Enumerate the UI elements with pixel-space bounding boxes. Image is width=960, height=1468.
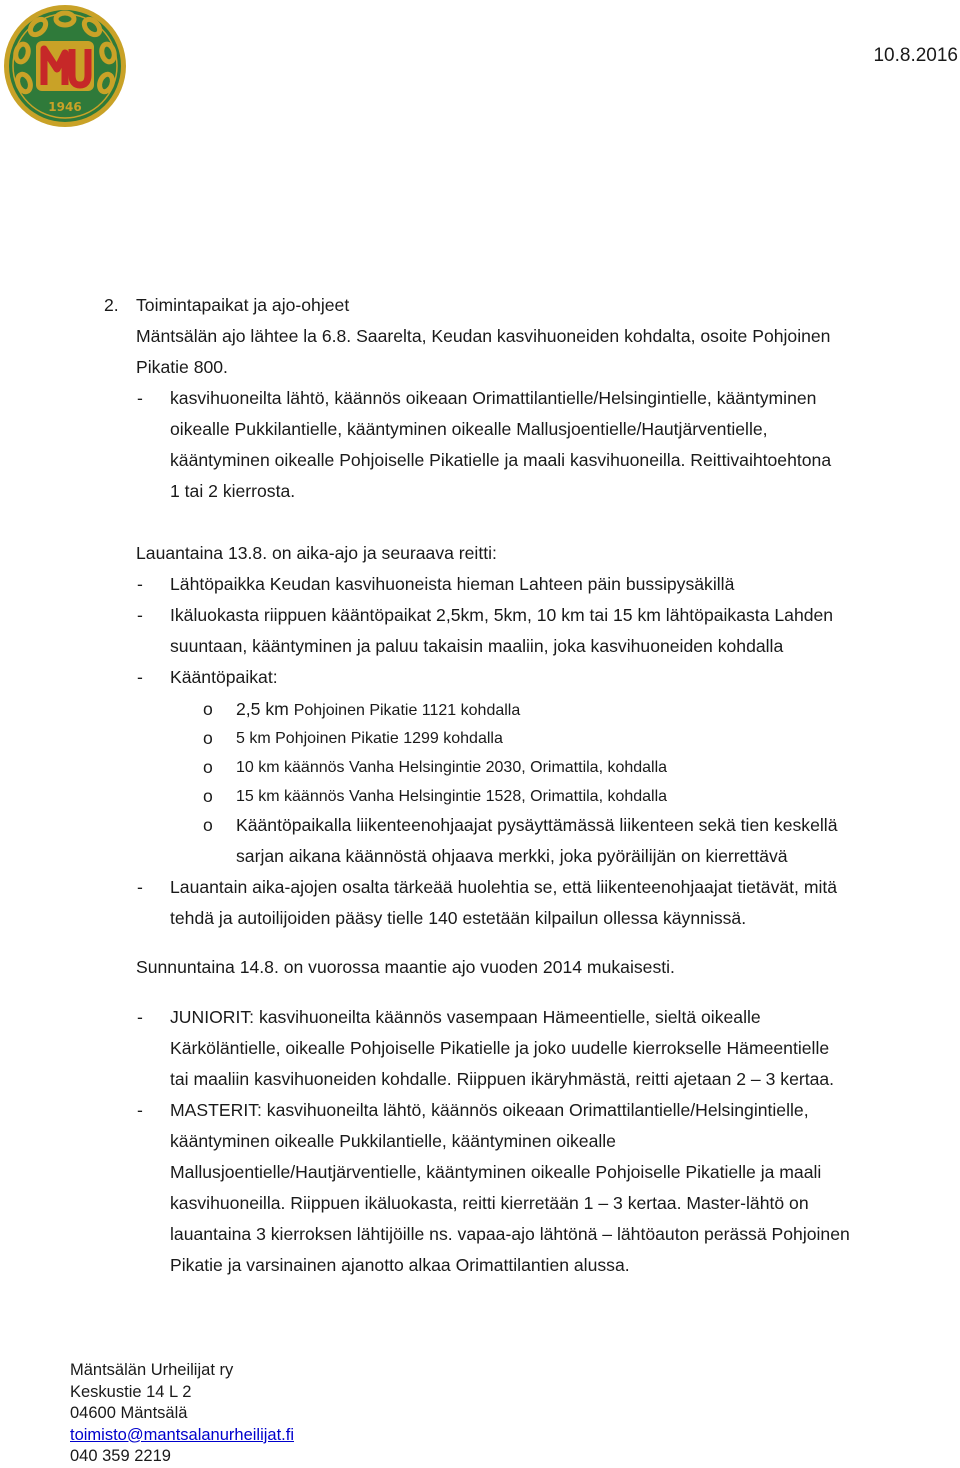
turnpoint-item <box>236 694 520 726</box>
juniors-line: JUNIORIT: kasvihuoneilta käännös vasempaan Hämeentielle, sieltä oikealle <box>170 1007 761 1027</box>
intro-line: Pikatie 800. <box>136 357 228 377</box>
dash-bullet: - <box>137 667 143 687</box>
turnpoint-item: Kääntöpaikalla liikenteenohjaajat pysäyttämässä liikenteen sekä tien keskellä <box>236 815 838 835</box>
club-logo <box>2 3 128 129</box>
route-line: kasvihuoneilta lähtö, käännös oikeaan Orimattilantielle/Helsingintielle, kääntyminen <box>170 388 817 408</box>
footer-street: Keskustie 14 L 2 <box>70 1382 192 1401</box>
document-date: 10.8.2016 <box>873 45 958 66</box>
footer-phone: 040 359 2219 <box>70 1447 171 1465</box>
footer-email-link[interactable]: toimisto@mantsalanurheilijat.fi <box>70 1425 295 1444</box>
sub-bullet: o <box>203 815 213 835</box>
turnpoint-item: 15 km käännös Vanha Helsingintie 1528, Orimattila, kohdalla <box>236 788 668 805</box>
dash-bullet: - <box>137 388 143 408</box>
dash-bullet: - <box>137 877 143 897</box>
turnpoint-item: 5 km Pohjoinen Pikatie 1299 kohdalla <box>236 730 503 747</box>
masters-line: lauantaina 3 kierroksen lähtijöille ns. vapaa-ajo lähtönä – lähtöauton perässä Pohjoinen <box>170 1224 850 1244</box>
intro-line: Mäntsälän ajo lähtee la 6.8. Saarelta, Keudan kasvihuoneiden kohdalta, osoite Pohjoinen <box>136 326 831 346</box>
turnpoint-item: 10 km käännös Vanha Helsingintie 2030, Orimattila, kohdalla <box>236 759 668 776</box>
masters-line: kasvihuoneilla. Riippuen ikäluokasta, reitti kierretään 1 – 3 kertaa. Master-lähtö on <box>170 1193 809 1213</box>
masters-line: Mallusjoentielle/Hautjärventielle, kääntyminen oikealle Pohjoiselle Pikatielle ja maali <box>170 1162 822 1182</box>
route-line: oikealle Pukkilantielle, kääntyminen oikealle Mallusjoentielle/Hautjärventielle, <box>170 419 768 439</box>
dash-bullet: - <box>137 1007 143 1027</box>
juniors-line: Kärköläntielle, oikealle Pohjoiselle Pikatielle ja joko uudelle kierrokselle Hämeentielle <box>170 1038 830 1058</box>
list-item: Ikäluokasta riippuen kääntöpaikat 2,5km, 5km, 10 km tai 15 km lähtöpaikasta Lahden <box>170 605 834 625</box>
section-title: Toimintapaikat ja ajo-ohjeet <box>136 295 350 315</box>
footer-postal: 04600 Mäntsälä <box>70 1404 188 1422</box>
list-item-continued: tehdä ja autoilijoiden pääsy tielle 140 estetään kilpailun ollessa käynnissä. <box>170 908 747 928</box>
list-item-continued: suuntaan, kääntyminen ja paluu takaisin maaliin, joka kasvihuoneiden kohdalla <box>170 636 784 656</box>
saturday-heading: Lauantaina 13.8. on aika-ajo ja seuraava reitti: <box>136 543 497 563</box>
route-line: kääntyminen oikealle Pohjoiselle Pikatielle ja maali kasvihuoneilla. Reittivaihtoehtona <box>170 450 832 470</box>
turnpoint-distance: 2,5 km <box>236 699 289 719</box>
sub-bullet: o <box>203 786 213 806</box>
sub-bullet: o <box>203 699 213 719</box>
masters-line: Pikatie ja varsinainen ajanotto alkaa Orimattilantien alussa. <box>170 1255 630 1275</box>
masters-line: MASTERIT: kasvihuoneilta lähtö, käännös oikeaan Orimattilantielle/Helsingintielle, <box>170 1100 809 1120</box>
logo-year: 1946 <box>48 100 82 114</box>
sub-bullet: o <box>203 757 213 777</box>
footer-contact <box>70 1360 294 1468</box>
juniors-line: tai maaliin kasvihuoneiden kohdalle. Riippuen ikäryhmästä, reitti ajetaan 2 – 3 kertaa. <box>170 1069 835 1089</box>
footer-org: Mäntsälän Urheilijat ry <box>70 1361 234 1379</box>
turnpoints-label: Kääntöpaikat: <box>170 667 278 687</box>
route-line: 1 tai 2 kierrosta. <box>170 481 296 501</box>
dash-bullet: - <box>137 1100 143 1120</box>
dash-bullet: - <box>137 574 143 594</box>
turnpoint-location: Pohjoinen Pikatie 1121 kohdalla <box>293 702 521 719</box>
list-item: Lauantain aika-ajojen osalta tärkeää huolehtia se, että liikenteenohjaajat tietävät, mitä <box>170 877 838 897</box>
list-item: Lähtöpaikka Keudan kasvihuoneista hieman Lahteen päin bussipysäkillä <box>170 574 735 594</box>
turnpoint-item-continued: sarjan aikana käännöstä ohjaava merkki, joka pyöräilijän on kierrettävä <box>236 846 788 866</box>
sub-bullet: o <box>203 728 213 748</box>
section-number: 2. <box>104 295 119 315</box>
sunday-heading: Sunnuntaina 14.8. on vuorossa maantie ajo vuoden 2014 mukaisesti. <box>136 957 675 977</box>
masters-line: kääntyminen oikealle Pukkilantielle, kääntyminen oikealle <box>170 1131 616 1151</box>
dash-bullet: - <box>137 605 143 625</box>
